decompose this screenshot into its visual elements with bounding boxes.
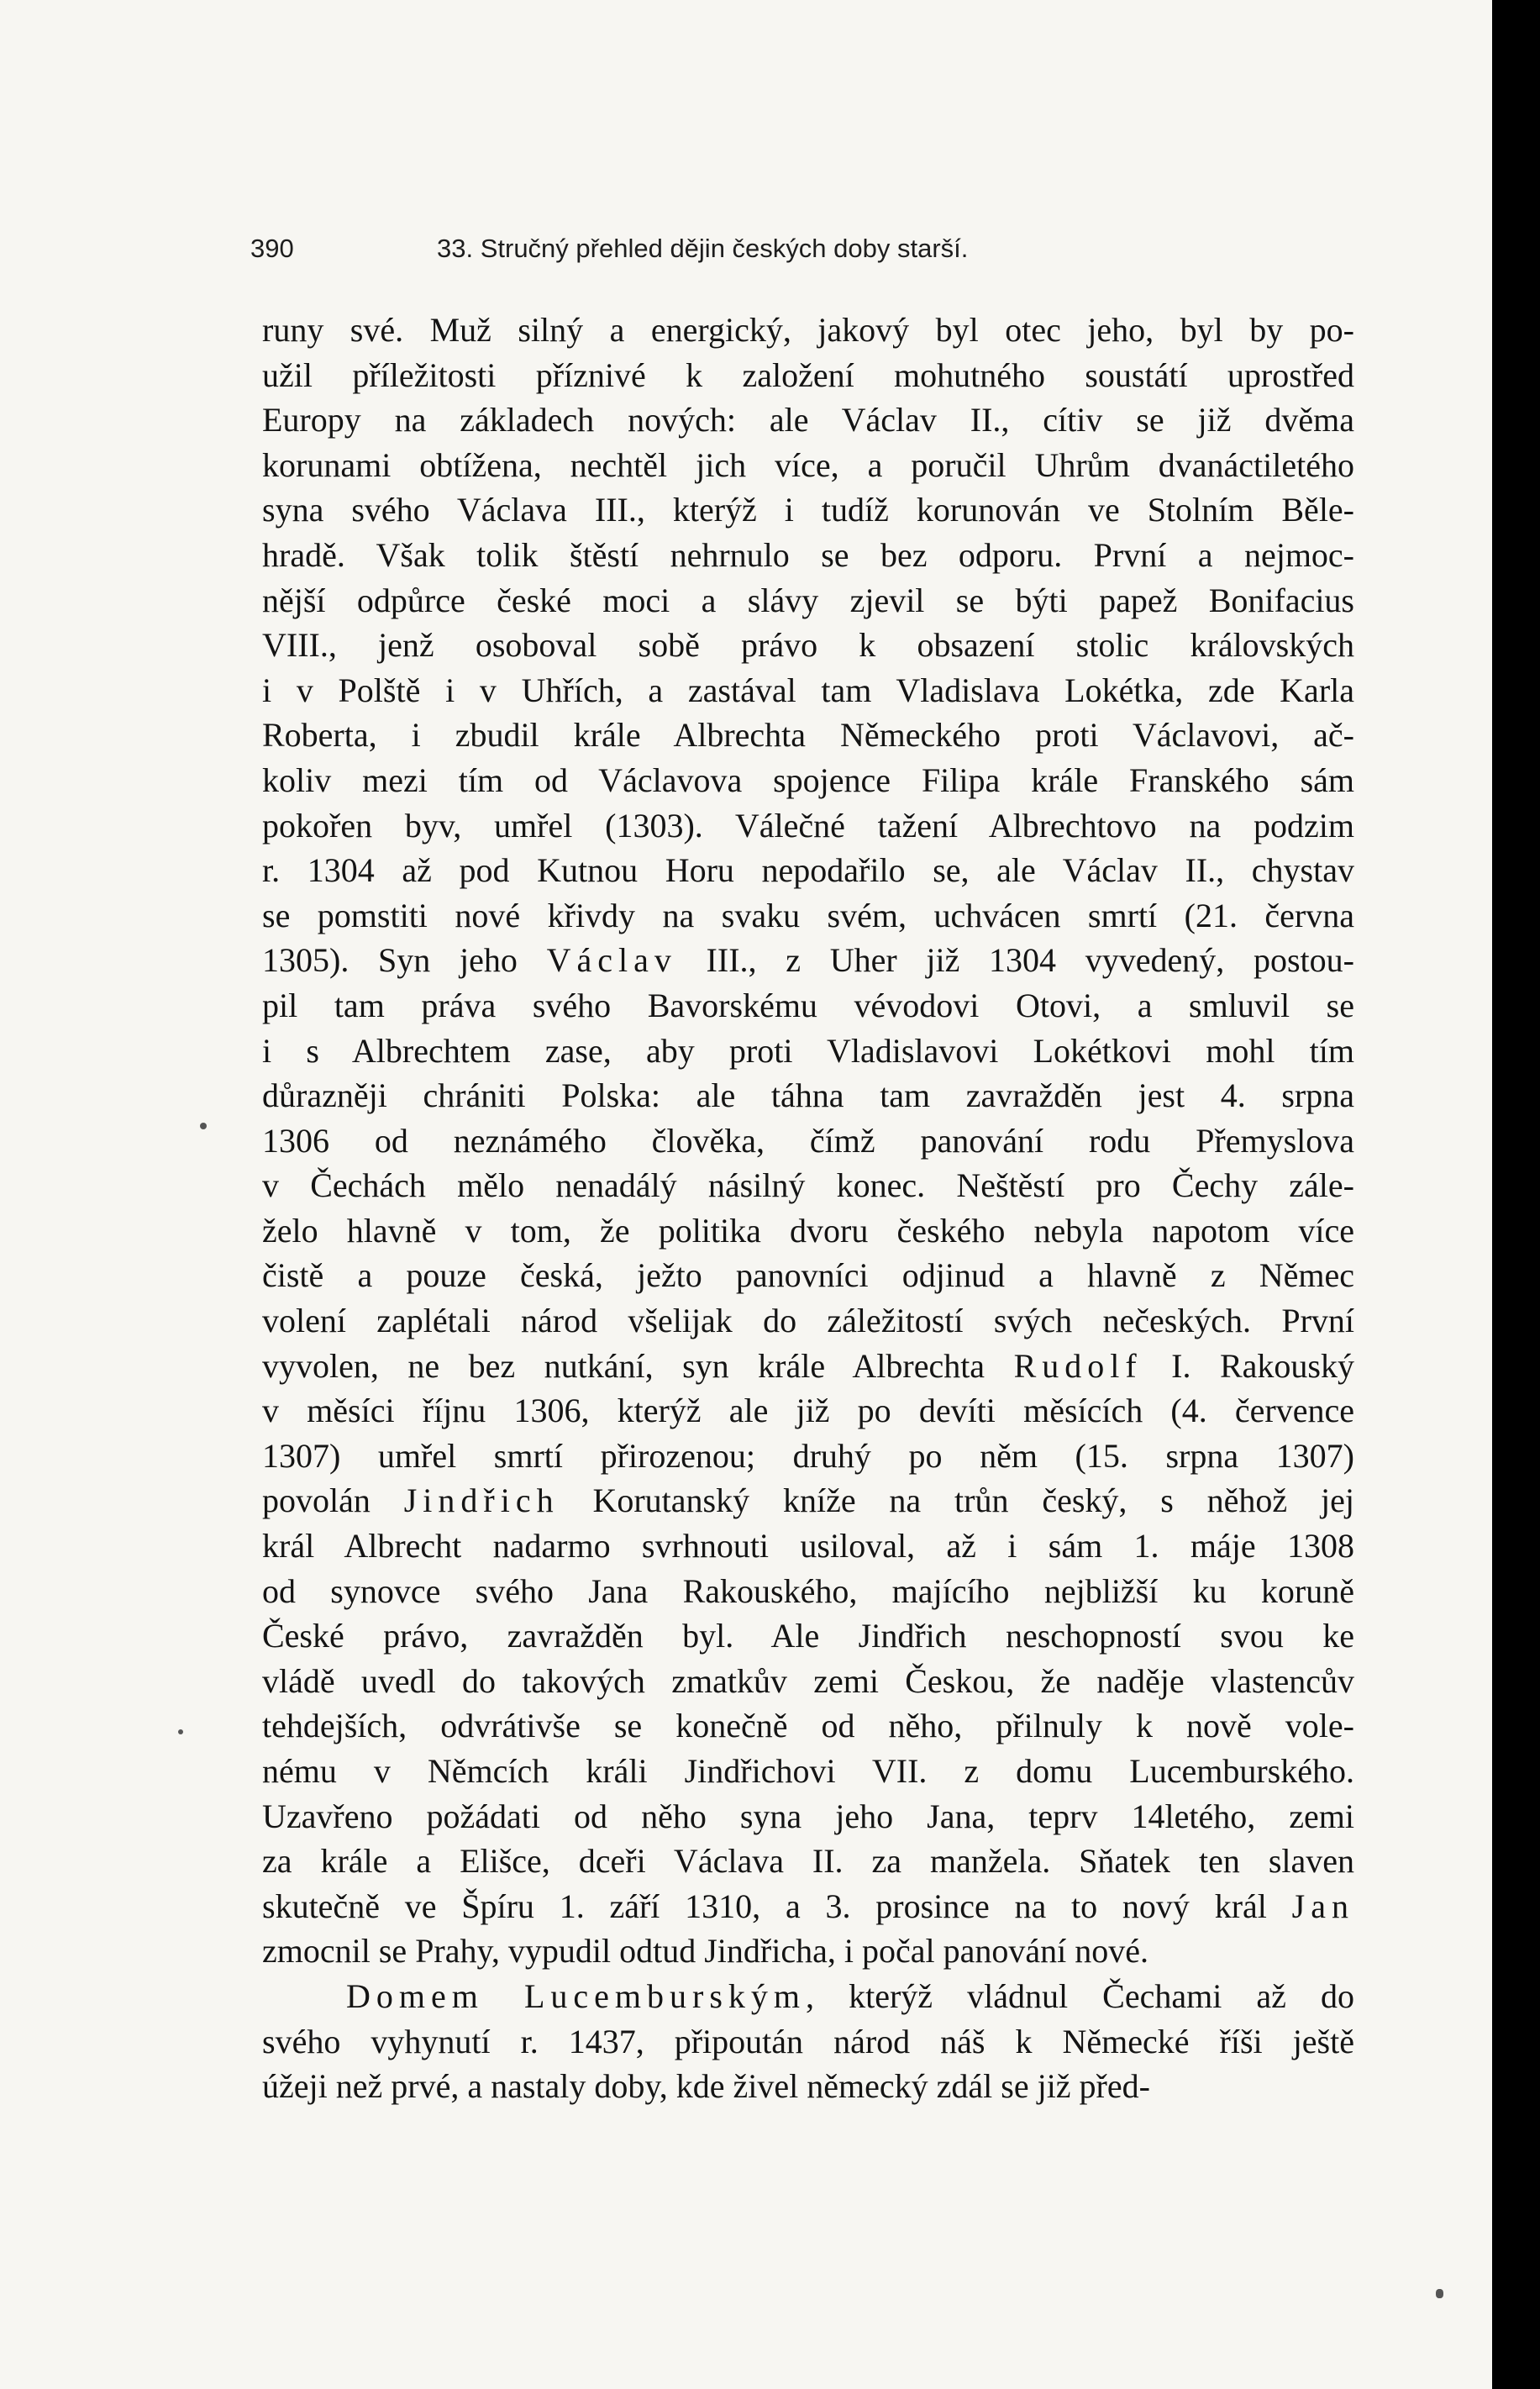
text-line: se pomstiti nové křivdy na svaku svém, uchvácen smrtí (21. června — [262, 896, 1354, 934]
text-line: užil příležitosti příznivé k založení mohutného soustátí uprostřed — [262, 355, 1354, 394]
text-line: Europy na základech nových: ale Václav II., cítiv se již dvěma — [262, 401, 1354, 439]
text-line: volení zaplétali národ všelijak do záležitostí svých nečeských. První — [262, 1302, 1354, 1340]
text-line: i v Polště i v Uhřích, a zastával tam Vladislava Lokétka, zde Karla — [262, 671, 1354, 709]
text-line: VIII., jenž osoboval sobě právo k obsazení stolic královských — [262, 626, 1354, 665]
text-line: syna svého Václava III., kterýž i tudíž korunován ve Stolním Běle- — [262, 491, 1354, 529]
text-line: hradě. Však tolik štěstí nehrnulo se bez odporu. První a nejmoc- — [262, 535, 1354, 574]
scan-speck — [178, 1729, 183, 1734]
text-line: 1307) umřel smrtí přirozenou; druhý po něm (15. srpna 1307) — [262, 1436, 1354, 1475]
text-line: v Čechách mělo nenadálý násilný konec. Neštěstí pro Čechy zále- — [262, 1166, 1354, 1205]
text-line: důrazněji chrániti Polska: ale táhna tam zavražděn jest 4. srpna — [262, 1076, 1354, 1115]
text-line: v měsíci říjnu 1306, kterýž ale již po devíti měsících (4. července — [262, 1392, 1354, 1430]
text-line: vyvolen, ne bez nutkání, syn krále Albrechta Rudolf I. Rakouský — [262, 1346, 1354, 1385]
running-title: 33. Stručný přehled dějin českých doby starší. — [437, 234, 969, 263]
scan-speck — [1436, 2289, 1443, 2298]
body-text — [262, 308, 1354, 2109]
text-line: i s Albrechtem zase, aby proti Vladislavovi Lokétkovi mohl tím — [262, 1031, 1354, 1070]
text-line: čistě a pouze česká, ježto panovníci odjinud a hlavně z Němec — [262, 1256, 1354, 1295]
text-line: nější odpůrce české moci a slávy zjevil se býti papež Bonifacius — [262, 581, 1354, 619]
text-line: r. 1304 až pod Kutnou Horu nepodařilo se, ale Václav II., chystav — [262, 851, 1354, 890]
text-line: 1305). Syn jeho Václav III., z Uher již 1304 vyvedený, postou- — [262, 941, 1354, 980]
text-line: České právo, zavražděn byl. Ale Jindřich neschopností svou ke — [262, 1617, 1354, 1655]
text-line: za krále a Elišce, dceři Václava II. za manžela. Sňatek ten slaven — [262, 1842, 1354, 1881]
text-line: Uzavřeno požádati od něho syna jeho Jana, teprv 14letého, zemi — [262, 1797, 1354, 1835]
scan-speck — [200, 1123, 207, 1129]
text-line: korunami obtížena, nechtěl jich více, a poručil Uhrům dvanáctiletého — [262, 445, 1354, 484]
text-line: král Albrecht nadarmo svrhnouti usiloval, až i sám 1. máje 1308 — [262, 1527, 1354, 1565]
text-line: od synovce svého Jana Rakouského, majícího nejbližší ku koruně — [262, 1571, 1354, 1610]
text-line: pil tam práva svého Bavorskému vévodovi Otovi, a smluvil se — [262, 986, 1354, 1024]
text-line: Domem Lucemburským, kterýž vládnul Čechami až do — [346, 1976, 1354, 2015]
text-line: tehdejších, odvrátivše se konečně od něho, přilnuly k nově vole- — [262, 1707, 1354, 1745]
text-line: želo hlavně v tom, že politika dvoru českého nebyla napotom více — [262, 1211, 1354, 1250]
text-line: úžeji než prvé, a nastaly doby, kde živel německý zdál se již před- — [262, 2067, 1150, 2106]
text-line: skutečně ve Špíru 1. září 1310, a 3. prosince na to nový král Jan — [262, 1886, 1354, 1925]
page-number: 390 — [250, 234, 294, 263]
text-line: Roberta, i zbudil krále Albrechta Německého proti Václavovi, ač- — [262, 716, 1354, 755]
text-line: povolán Jindřich Korutanský kníže na trůn český, s něhož jej — [262, 1481, 1355, 1520]
text-line: svého vyhynutí r. 1437, připoután národ náš k Německé říši ještě — [262, 2022, 1354, 2060]
text-line: vládě uvedl do takových zmatkův zemi Českou, že naděje vlastencův — [262, 1661, 1354, 1700]
text-line: pokořen byv, umřel (1303). Válečné tažení Albrechtovo na podzim — [262, 806, 1354, 845]
text-line: nému v Němcích králi Jindřichovi VII. z domu Lucemburského. — [262, 1752, 1354, 1790]
text-line: zmocnil se Prahy, vypudil odtud Jindřicha, i počal panování nové. — [262, 1932, 1148, 1971]
text-line: runy své. Muž silný a energický, jakový byl otec jeho, byl by po- — [262, 311, 1354, 349]
text-line: koliv mezi tím od Václavova spojence Filipa krále Franského sám — [262, 760, 1354, 799]
text-line: 1306 od neznámého člověka, čímž panování rodu Přemyslova — [262, 1121, 1354, 1160]
